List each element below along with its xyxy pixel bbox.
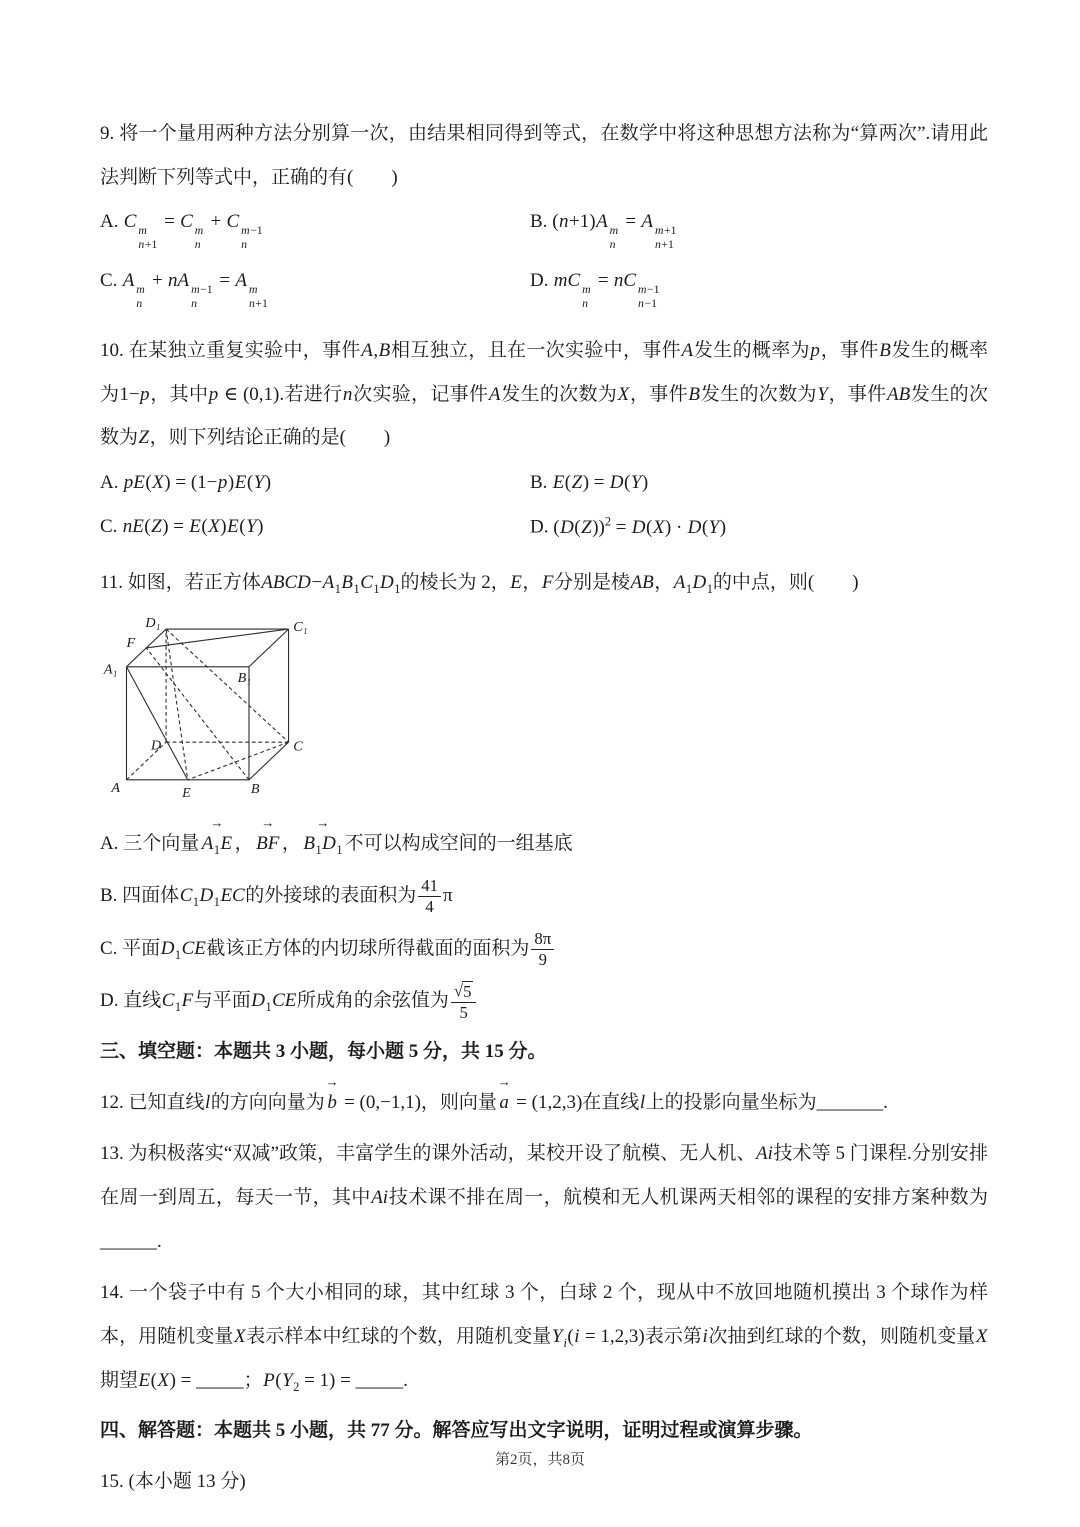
option-11a: A. 三个向量 $A_1E$ → ， BF → ， $B_1D_1$ → 不可以构成空间的一组基底 <box>100 821 988 868</box>
section-4-title: 四、解答题：本题共 5 小题，共 77 分。解答应写出文字说明，证明过程或演算步骤。 <box>100 1420 813 1442</box>
question-11-figure <box>102 613 988 811</box>
option-11c: C. 平面$D_1CE$截该正方体的内切球所得截面的面积为 $\frac{8\pi}{9}$ <box>100 926 988 973</box>
vertex-label-f: F <box>126 634 136 651</box>
vertex-label-e: E <box>182 784 191 801</box>
option-10b: B. E(Z) = D(Y) <box>530 471 649 493</box>
section-3-title: 三、填空题：本题共 3 小题，每小题 5 分，共 15 分。 <box>100 1040 547 1062</box>
question-15-text: 15. (本小题 13 分) <box>100 1471 246 1493</box>
option-10a: A. pE(X) = (1−p)E(Y) <box>100 471 272 493</box>
question-9-text: 9. 将一个量用两种方法分别算一次，由结果相同得到等式，在数学中将这种思想方法称为“算两次”.请用此法判断下列等式中，正确的有( ) <box>100 123 988 188</box>
option-9c: C. A m n + nA m−1 n = A m n+1 <box>100 270 268 310</box>
vertex-label-a1: A₁ <box>103 661 118 678</box>
question-12-text: 12. 已知直线l的方向向量为 b → = (0,−1,1)，则向量 a → = (1,2,3)在直线l上的投影向量坐标为_______. <box>100 1081 988 1125</box>
option-11d: D. 直线$C_1F$与平面$D_1CE$所成角的余弦值为 √ 5 5 <box>100 978 988 1025</box>
option-11b: B. 四面体$C_1D_1EC$的外接球的表面积为 $\frac{41}{4}$ π <box>100 876 453 917</box>
question-9-options <box>100 207 988 310</box>
vertex-label-a: A <box>111 779 121 796</box>
question-13-text: 13. 为积极落实“双减”政策，丰富学生的课外活动，某校开设了航模、无人机、Ai技术等 5 门课程.分别安排在周一到周五，每天一节，其中Ai技术课不排在周一，航模和无人机课两天相邻的课程的安排方案种数为______. <box>100 1143 988 1252</box>
option-10d: D. $(D(Z))^2 = D(X) \cdot D(Y)$ <box>530 514 727 538</box>
option-9d: D. mC m n = nC m−1 n−1 <box>530 270 660 310</box>
vertex-label-b: B <box>250 780 260 797</box>
vertex-label-c1: C₁ <box>293 618 308 635</box>
question-10-options <box>100 468 988 543</box>
question-10-text: 10. 在某独立重复实验中，事件A,B相互独立，且在一次实验中，事件A发生的概率为p，事件B发生的概率为1−p，其中p ∈ (0,1).若进行n次实验，记事件A发生的次数为X，事件B发生的次数为Y，事件AB发生的次数为Z，则下列结论正确的是( ) <box>100 339 988 449</box>
option-9a: A. C m n+1 = C m n + C m−1 n <box>100 211 263 251</box>
question-14-text: 14. 一个袋子中有 5 个大小相同的球，其中红球 3 个，白球 2 个，现从中不放回地随机摸出 3 个球作为样本，用随机变量X表示样本中红球的个数，用随机变量$Y_i(i = 1,2,3)$表示第i次抽到红球的个数，则随机变量X期望E(X) = _____；$P(Y_2 = 1)$ = _____. <box>100 1282 988 1394</box>
cube-figure <box>102 613 314 811</box>
vertex-label-c: C <box>293 738 303 755</box>
vertex-label-d1: D₁ <box>145 614 161 631</box>
vertex-label-b1: B₁ <box>237 669 252 686</box>
construction-lines-hidden <box>146 629 288 780</box>
vertex-label-d: D <box>150 737 162 754</box>
page-footer: 第2页，共8页 <box>494 1452 585 1468</box>
question-11-text: 11. 如图，若正方体$ABCD-A_1B_1C_1D_1$的棱长为 2，E，F分别是棱AB，$A_1D_1$的中点，则( ) <box>100 571 859 596</box>
option-10c: C. nE(Z) = E(X)E(Y) <box>100 516 264 538</box>
option-9b: B. (n+1)A m n = A m+1 n+1 <box>530 211 677 251</box>
